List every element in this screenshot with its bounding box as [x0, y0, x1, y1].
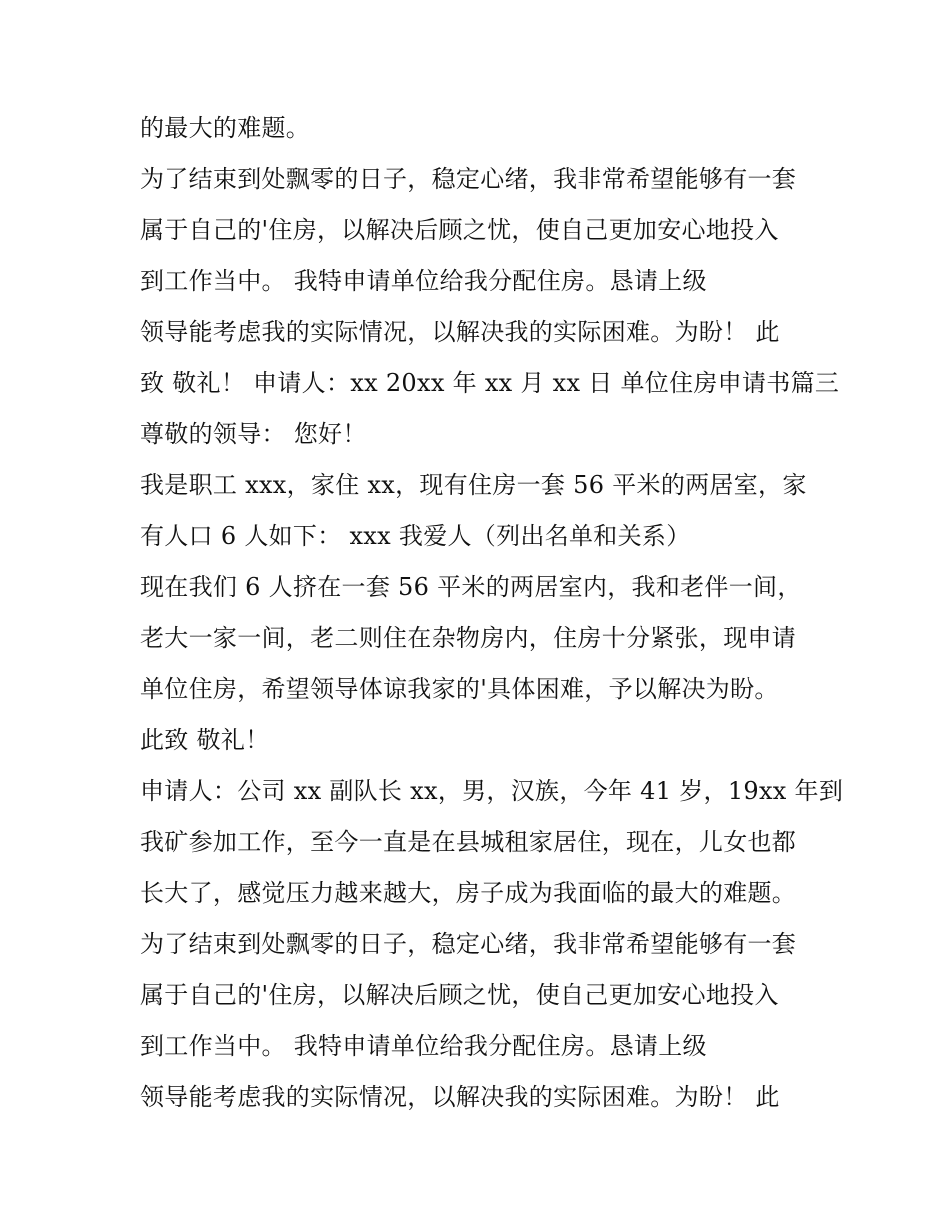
- text-line-14: 申请人：公司 xx 副队长 xx，男，汉族，今年 41 岁，19xx 年到: [140, 777, 844, 805]
- text-line-18: 属于自己的'住房，以解决后顾之忧，使自己更加安心地投入: [140, 981, 779, 1009]
- text-line-15: 我矿参加工作，至今一直是在县城租家居住，现在，儿女也都: [140, 828, 797, 856]
- text-line-7: 尊敬的领导： 您好！: [140, 420, 367, 448]
- text-line-13: 此致 敬礼！: [140, 726, 270, 754]
- text-line-4: 到工作当中。 我特申请单位给我分配住房。恳请上级: [140, 267, 707, 295]
- text-line-1: 的最大的难题。: [140, 114, 311, 142]
- text-line-10: 现在我们 6 人挤在一套 56 平米的两居室内，我和老伴一间，: [140, 573, 802, 601]
- text-line-17: 为了结束到处飘零的日子，稳定心绪，我非常希望能够有一套: [140, 930, 797, 958]
- text-line-19: 到工作当中。 我特申请单位给我分配住房。恳请上级: [140, 1032, 707, 1060]
- text-line-3: 属于自己的'住房，以解决后顾之忧，使自己更加安心地投入: [140, 216, 779, 244]
- text-line-6: 致 敬礼！ 申请人：xx 20xx 年 xx 月 xx 日 单位住房申请书篇三: [140, 369, 840, 397]
- text-line-20: 领导能考虑我的实际情况，以解决我的实际困难。为盼！ 此: [140, 1083, 780, 1111]
- text-line-12: 单位住房，希望领导体谅我家的'具体困难，予以解决为盼。: [140, 675, 779, 703]
- text-line-9: 有人口 6 人如下： xxx 我爱人（列出名单和关系）: [140, 522, 691, 550]
- text-line-8: 我是职工 xxx，家住 xx，现有住房一套 56 平米的两居室，家: [140, 471, 807, 499]
- text-line-2: 为了结束到处飘零的日子，稳定心绪，我非常希望能够有一套: [140, 165, 797, 193]
- text-line-5: 领导能考虑我的实际情况，以解决我的实际困难。为盼！ 此: [140, 318, 780, 346]
- text-line-11: 老大一家一间，老二则住在杂物房内，住房十分紧张，现申请: [140, 624, 797, 652]
- text-line-16: 长大了，感觉压力越来越大，房子成为我面临的最大的难题。: [140, 879, 797, 907]
